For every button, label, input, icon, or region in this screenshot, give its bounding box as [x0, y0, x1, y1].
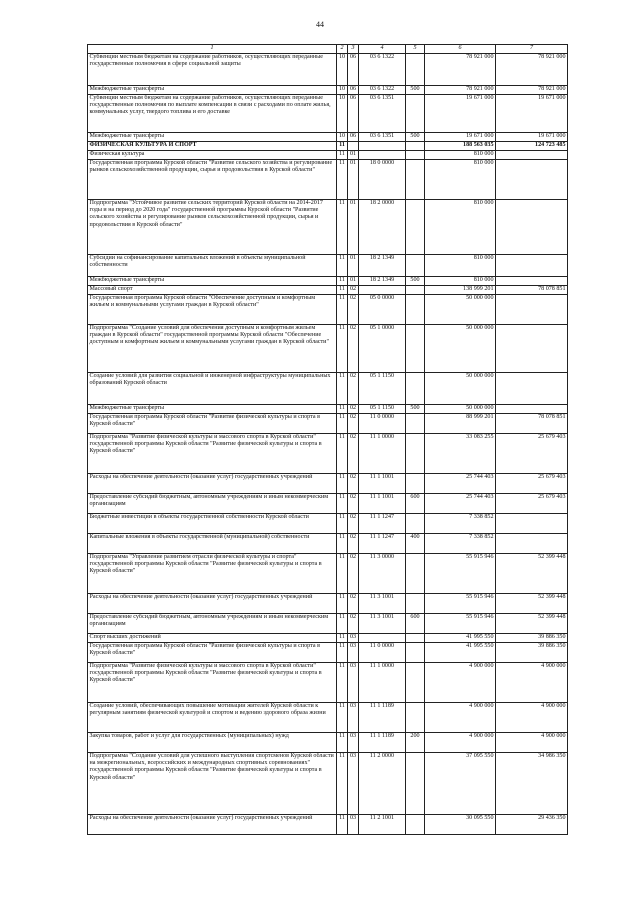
section-code: 11	[337, 286, 348, 295]
amount-year-1: 55 915 946	[425, 614, 496, 634]
subsection-code: 02	[348, 494, 359, 514]
subsection-code: 02	[348, 514, 359, 534]
row-name: Подпрограмма "Развитие физической культуры и массового спорта в Курской области" государственной программы Курской области "Развитие физической культуры и спорта в Курской области"	[88, 434, 337, 474]
target-article-code: 18 0 0000	[359, 160, 406, 200]
section-code: 10	[337, 86, 348, 95]
row-name: Государственная программа Курской области "Развитие сельского хозяйства и регулирование рынков сельскохозяйственной продукции, сырья и продовольствия в Курской области"	[88, 160, 337, 200]
expense-type-code: 600	[406, 494, 425, 514]
subsection-code: 02	[348, 286, 359, 295]
amount-year-1: 810 000	[425, 160, 496, 200]
amount-year-2	[496, 514, 568, 534]
section-code: 11	[337, 494, 348, 514]
amount-year-1: 810 000	[425, 277, 496, 286]
amount-year-1: 41 995 550	[425, 634, 496, 643]
table-row	[88, 474, 568, 494]
subsection-code: 02	[348, 414, 359, 434]
row-name: Субвенции местным бюджетам на содержание работников, осуществляющих переданные государственные полномочия по выплате компенсации в связи с расходами по оплате жилья, коммунальных услуг, твердого топлива и его доставке	[88, 95, 337, 133]
table-row	[88, 255, 568, 277]
amount-year-2: 19 671 000	[496, 133, 568, 142]
target-article-code	[359, 151, 406, 160]
expense-type-code: 500	[406, 277, 425, 286]
subsection-code: 01	[348, 200, 359, 255]
subsection-code: 06	[348, 133, 359, 142]
section-code: 11	[337, 534, 348, 554]
amount-year-1: 50 000 000	[425, 373, 496, 405]
expense-type-code	[406, 594, 425, 614]
subsection-code: 02	[348, 325, 359, 373]
table-row	[88, 86, 568, 95]
amount-year-1: 19 671 000	[425, 95, 496, 133]
expense-type-code	[406, 474, 425, 494]
row-name: Межбюджетные трансферты	[88, 277, 337, 286]
target-article-code: 18 2 1349	[359, 277, 406, 286]
target-article-code	[359, 634, 406, 643]
row-name: Физическая культура	[88, 151, 337, 160]
table-row	[88, 494, 568, 514]
amount-year-1: 7 338 852	[425, 514, 496, 534]
amount-year-1: 188 563 035	[425, 142, 496, 151]
expense-type-code	[406, 295, 425, 325]
target-article-code: 18 2 1349	[359, 255, 406, 277]
amount-year-1: 41 995 550	[425, 643, 496, 663]
row-name: Государственная программа Курской области "Обеспечение доступным и комфортным жильем и коммунальными услугами граждан в Курской области"	[88, 295, 337, 325]
amount-year-2: 39 886 350	[496, 643, 568, 663]
section-code: 11	[337, 634, 348, 643]
subsection-code: 01	[348, 277, 359, 286]
amount-year-1: 33 083 255	[425, 434, 496, 474]
expense-type-code: 500	[406, 133, 425, 142]
amount-year-2	[496, 151, 568, 160]
amount-year-2: 78 921 000	[496, 86, 568, 95]
expense-type-code	[406, 151, 425, 160]
subsection-code: 03	[348, 663, 359, 703]
expense-type-code	[406, 634, 425, 643]
amount-year-2: 4 900 000	[496, 703, 568, 733]
table-row	[88, 514, 568, 534]
expense-type-code: 400	[406, 534, 425, 554]
table-row	[88, 534, 568, 554]
subsection-code: 02	[348, 295, 359, 325]
target-article-code: 11 1 1001	[359, 474, 406, 494]
section-code: 11	[337, 663, 348, 703]
row-name: Создание условий, обеспечивающих повышение мотивации жителей Курской области к регулярным занятиям физической культурой и спортом и ведению здорового образа жизни	[88, 703, 337, 733]
subsection-code: 02	[348, 614, 359, 634]
amount-year-1: 7 338 852	[425, 534, 496, 554]
table-row	[88, 594, 568, 614]
subsection-code	[348, 142, 359, 151]
table-body	[88, 54, 568, 835]
expense-type-code	[406, 95, 425, 133]
subsection-code: 01	[348, 160, 359, 200]
target-article-code: 11 2 1001	[359, 815, 406, 835]
target-article-code: 18 2 0000	[359, 200, 406, 255]
expense-type-code	[406, 514, 425, 534]
target-article-code: 11 1 1247	[359, 514, 406, 534]
amount-year-1: 50 000 000	[425, 295, 496, 325]
row-name: Подпрограмма "Создание условий для обеспечения доступным и комфортным жильем граждан в Курской области" государственной программы Курской области "Обеспечение доступным и комфортным жильем и коммунальными услугами граждан в Курской области"	[88, 325, 337, 373]
amount-year-2	[496, 160, 568, 200]
table-row	[88, 277, 568, 286]
column-number-row	[88, 45, 568, 54]
subsection-code: 03	[348, 703, 359, 733]
row-name: Субвенции местным бюджетам на содержание работников, осуществляющих переданные государственные полномочия в сфере социальной защиты	[88, 54, 337, 86]
target-article-code: 11 1 1001	[359, 494, 406, 514]
section-code: 11	[337, 643, 348, 663]
table-row	[88, 151, 568, 160]
amount-year-1: 19 671 000	[425, 133, 496, 142]
row-name: Расходы на обеспечение деятельности (оказание услуг) государственных учреждений	[88, 815, 337, 835]
amount-year-2: 25 679 403	[496, 494, 568, 514]
table-row	[88, 142, 568, 151]
column-number: 5	[406, 45, 425, 54]
row-name: Подпрограмма "Развитие физической культуры и массового спорта в Курской области" государственной программы Курской области "Развитие физической культуры и спорта в Курской области"	[88, 663, 337, 703]
row-name: Субсидии на софинансирование капитальных вложений в объекты муниципальной собственности	[88, 255, 337, 277]
row-name: Подпрограмма "Создание условий для успешного выступления спортсменов Курской области на межрегиональных, всероссийских и международных спортивных соревнованиях" государственной программы Курской области "Развитие физической культуры и спорта в Курской области"	[88, 753, 337, 815]
amount-year-2: 29 436 350	[496, 815, 568, 835]
table-row	[88, 815, 568, 835]
target-article-code: 11 3 0000	[359, 554, 406, 594]
section-code: 11	[337, 277, 348, 286]
expense-type-code	[406, 54, 425, 86]
target-article-code: 11 0 0000	[359, 414, 406, 434]
section-code: 11	[337, 255, 348, 277]
row-name: Расходы на обеспечение деятельности (оказание услуг) государственных учреждений	[88, 474, 337, 494]
row-name: Капитальные вложения в объекты государственной (муниципальной) собственности	[88, 534, 337, 554]
expense-type-code	[406, 142, 425, 151]
amount-year-1: 88 999 201	[425, 414, 496, 434]
expense-type-code	[406, 554, 425, 594]
table-row	[88, 295, 568, 325]
target-article-code: 03 6 1322	[359, 54, 406, 86]
section-code: 11	[337, 295, 348, 325]
target-article-code: 11 1 1189	[359, 703, 406, 733]
row-name: Межбюджетные трансферты	[88, 133, 337, 142]
expense-type-code: 500	[406, 86, 425, 95]
subsection-code: 02	[348, 405, 359, 414]
section-code: 11	[337, 325, 348, 373]
row-name: Предоставление субсидий бюджетным, автономным учреждениям и иным некоммерческим организациям	[88, 614, 337, 634]
amount-year-2	[496, 325, 568, 373]
row-name: Подпрограмма "Устойчивое развитие сельских территорий Курской области на 2014-2017 годы и на период до 2020 года" государственной программы Курской области "Развитие сельского хозяйства и регулирование рынков сельскохозяйственной продукции, сырья и продовольствия в Курской области"	[88, 200, 337, 255]
expense-type-code	[406, 703, 425, 733]
amount-year-2: 4 900 000	[496, 733, 568, 753]
expense-type-code	[406, 286, 425, 295]
subsection-code: 02	[348, 373, 359, 405]
section-code: 11	[337, 703, 348, 733]
subsection-code: 03	[348, 643, 359, 663]
section-code: 11	[337, 414, 348, 434]
subsection-code: 02	[348, 434, 359, 474]
target-article-code: 11 1 0000	[359, 663, 406, 703]
amount-year-1: 25 744 403	[425, 474, 496, 494]
amount-year-1: 810 000	[425, 151, 496, 160]
amount-year-2	[496, 405, 568, 414]
table-row	[88, 133, 568, 142]
target-article-code: 03 6 1351	[359, 95, 406, 133]
amount-year-2: 4 900 000	[496, 663, 568, 703]
amount-year-1: 25 744 403	[425, 494, 496, 514]
table-row	[88, 554, 568, 594]
row-name: Подпрограмма "Управление развитием отрасли физической культуры и спорта" государственной программы Курской области "Развитие физической культуры и спорта в Курской области"	[88, 554, 337, 594]
amount-year-1: 4 900 000	[425, 663, 496, 703]
section-code: 11	[337, 200, 348, 255]
amount-year-2: 52 399 448	[496, 614, 568, 634]
expense-type-code	[406, 815, 425, 835]
target-article-code: 03 6 1322	[359, 86, 406, 95]
row-name: Спорт высших достижений	[88, 634, 337, 643]
target-article-code: 11 1 0000	[359, 434, 406, 474]
column-number: 1	[88, 45, 337, 54]
target-article-code: 11 1 1247	[359, 534, 406, 554]
section-code: 11	[337, 151, 348, 160]
target-article-code: 11 3 1001	[359, 594, 406, 614]
row-name: ФИЗИЧЕСКАЯ КУЛЬТУРА И СПОРТ	[88, 142, 337, 151]
expense-type-code	[406, 643, 425, 663]
section-code: 11	[337, 373, 348, 405]
table-row	[88, 614, 568, 634]
table-row	[88, 753, 568, 815]
amount-year-2: 34 986 350	[496, 753, 568, 815]
amount-year-1: 55 915 946	[425, 554, 496, 594]
section-code: 10	[337, 95, 348, 133]
expense-type-code: 200	[406, 733, 425, 753]
table-row	[88, 414, 568, 434]
subsection-code: 02	[348, 554, 359, 594]
subsection-code: 01	[348, 151, 359, 160]
amount-year-2: 78 921 000	[496, 54, 568, 86]
amount-year-2: 39 886 350	[496, 634, 568, 643]
table-row	[88, 405, 568, 414]
section-code: 11	[337, 594, 348, 614]
amount-year-2	[496, 534, 568, 554]
expense-type-code	[406, 663, 425, 703]
amount-year-2: 25 679 403	[496, 434, 568, 474]
table-row	[88, 54, 568, 86]
amount-year-1: 138 999 201	[425, 286, 496, 295]
target-article-code: 05 1 0000	[359, 325, 406, 373]
amount-year-1: 78 921 000	[425, 54, 496, 86]
subsection-code: 03	[348, 733, 359, 753]
expense-type-code	[406, 373, 425, 405]
expense-type-code	[406, 434, 425, 474]
expense-type-code	[406, 753, 425, 815]
amount-year-1: 810 000	[425, 200, 496, 255]
row-name: Межбюджетные трансферты	[88, 405, 337, 414]
section-code: 11	[337, 474, 348, 494]
section-code: 11	[337, 733, 348, 753]
amount-year-1: 4 900 000	[425, 733, 496, 753]
expense-type-code	[406, 325, 425, 373]
budget-table	[87, 44, 568, 835]
section-code: 11	[337, 753, 348, 815]
section-code: 11	[337, 142, 348, 151]
column-number: 4	[359, 45, 406, 54]
subsection-code: 03	[348, 753, 359, 815]
target-article-code: 05 1 1150	[359, 373, 406, 405]
expense-type-code	[406, 414, 425, 434]
amount-year-2: 78 078 851	[496, 286, 568, 295]
row-name: Межбюджетные трансферты	[88, 86, 337, 95]
target-article-code: 11 1 1189	[359, 733, 406, 753]
subsection-code: 03	[348, 815, 359, 835]
target-article-code	[359, 142, 406, 151]
table-row	[88, 643, 568, 663]
section-code: 11	[337, 160, 348, 200]
subsection-code: 06	[348, 95, 359, 133]
row-name: Государственная программа Курской области "Развитие физической культуры и спорта в Курской области"	[88, 643, 337, 663]
table-row	[88, 634, 568, 643]
target-article-code: 11 3 1001	[359, 614, 406, 634]
table-row	[88, 663, 568, 703]
amount-year-1: 50 000 000	[425, 325, 496, 373]
amount-year-2: 124 723 485	[496, 142, 568, 151]
amount-year-2	[496, 277, 568, 286]
table-row	[88, 200, 568, 255]
subsection-code: 06	[348, 54, 359, 86]
amount-year-2: 78 078 851	[496, 414, 568, 434]
expense-type-code	[406, 160, 425, 200]
target-article-code: 11 0 0000	[359, 643, 406, 663]
expense-type-code: 500	[406, 405, 425, 414]
amount-year-1: 30 095 550	[425, 815, 496, 835]
subsection-code: 03	[348, 634, 359, 643]
row-name: Бюджетные инвестиции в объекты государственной собственности Курской области	[88, 514, 337, 534]
row-name: Закупка товаров, работ и услуг для государственных (муниципальных) нужд	[88, 733, 337, 753]
subsection-code: 02	[348, 594, 359, 614]
amount-year-1: 78 921 000	[425, 86, 496, 95]
column-number: 3	[348, 45, 359, 54]
table-row	[88, 160, 568, 200]
row-name: Расходы на обеспечение деятельности (оказание услуг) государственных учреждений	[88, 594, 337, 614]
amount-year-2: 52 399 448	[496, 594, 568, 614]
amount-year-2	[496, 255, 568, 277]
expense-type-code	[406, 255, 425, 277]
table-row	[88, 95, 568, 133]
row-name: Создание условий для развития социальной и инженерной инфраструктуры муниципальных образований Курской области	[88, 373, 337, 405]
amount-year-1: 55 915 946	[425, 594, 496, 614]
table-row	[88, 286, 568, 295]
subsection-code: 02	[348, 534, 359, 554]
amount-year-2: 25 679 403	[496, 474, 568, 494]
column-number: 2	[337, 45, 348, 54]
target-article-code: 05 1 1150	[359, 405, 406, 414]
table-row	[88, 325, 568, 373]
subsection-code: 02	[348, 474, 359, 494]
target-article-code	[359, 286, 406, 295]
amount-year-1: 50 000 000	[425, 405, 496, 414]
amount-year-2	[496, 295, 568, 325]
subsection-code: 06	[348, 86, 359, 95]
section-code: 10	[337, 133, 348, 142]
amount-year-1: 4 900 000	[425, 703, 496, 733]
table-row	[88, 434, 568, 474]
amount-year-2: 19 671 000	[496, 95, 568, 133]
section-code: 11	[337, 514, 348, 534]
expense-type-code	[406, 200, 425, 255]
section-code: 11	[337, 405, 348, 414]
section-code: 11	[337, 434, 348, 474]
expense-type-code: 600	[406, 614, 425, 634]
amount-year-2: 52 399 448	[496, 554, 568, 594]
section-code: 11	[337, 614, 348, 634]
target-article-code: 11 2 0000	[359, 753, 406, 815]
amount-year-1: 810 000	[425, 255, 496, 277]
amount-year-2	[496, 373, 568, 405]
page-number: 44	[316, 20, 324, 29]
target-article-code: 03 6 1351	[359, 133, 406, 142]
row-name: Массовый спорт	[88, 286, 337, 295]
column-number: 7	[496, 45, 568, 54]
section-code: 10	[337, 54, 348, 86]
subsection-code: 01	[348, 255, 359, 277]
row-name: Государственная программа Курской области "Развитие физической культуры и спорта в Курской области"	[88, 414, 337, 434]
table-row	[88, 373, 568, 405]
section-code: 11	[337, 815, 348, 835]
target-article-code: 05 0 0000	[359, 295, 406, 325]
table-row	[88, 733, 568, 753]
column-number: 6	[425, 45, 496, 54]
table-row	[88, 703, 568, 733]
section-code: 11	[337, 554, 348, 594]
amount-year-1: 37 095 550	[425, 753, 496, 815]
amount-year-2	[496, 200, 568, 255]
row-name: Предоставление субсидий бюджетным, автономным учреждениям и иным некоммерческим организациям	[88, 494, 337, 514]
